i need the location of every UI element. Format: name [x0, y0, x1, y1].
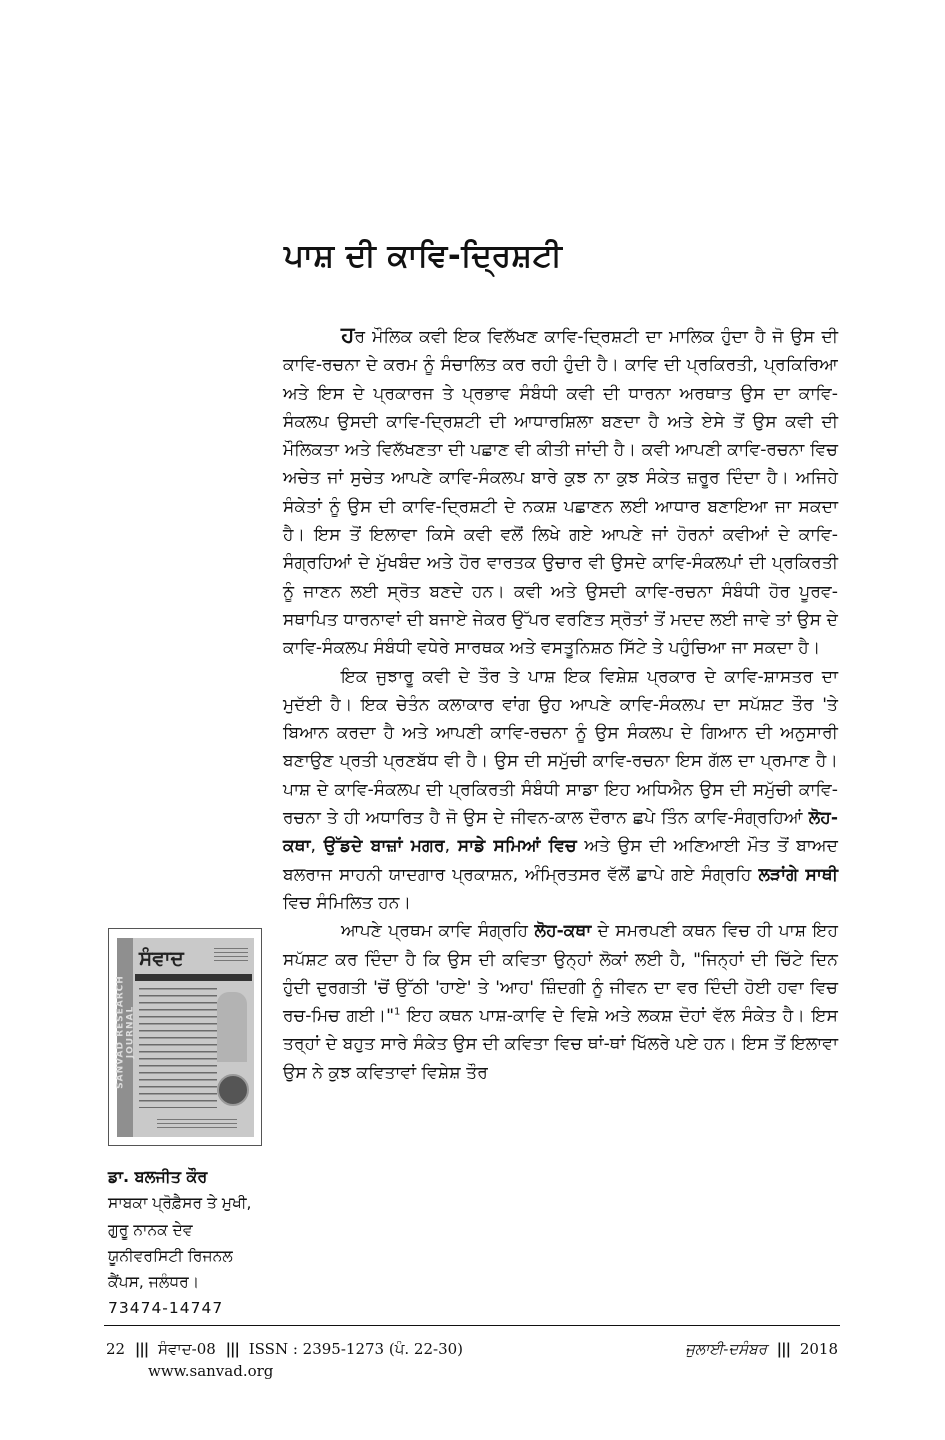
author-affiliation-2: ਗੁਰੂ ਨਾਨਕ ਦੇਵ — [108, 1220, 193, 1239]
cover-contents-list — [139, 988, 217, 1108]
paragraph-1-text: ਰ ਮੌਲਿਕ ਕਵੀ ਇਕ ਵਿਲੱਖਣ ਕਾਵਿ-ਦ੍ਰਿਸ਼ਟੀ ਦਾ ਮਾਲਿਕ ਹੁੰਦਾ ਹੈ ਜੋ ਉਸ ਦੀ ਕਾਵਿ-ਰਚਨਾ ਦੇ ਕਰਮ ਨੂੰ ਸੰਚਾਲਿਤ ਕਰ ਰਹੀ ਹੁੰਦੀ ਹੈ। ਕਾਵਿ ਦੀ ਪ੍ਰਕਿਰਤੀ, ਪ੍ਰਕਿਰਿਆ ਅਤੇ ਇਸ ਦੇ ਪ੍ਰਕਾਰਜ ਤੇ ਪ੍ਰਭਾਵ ਸੰਬੰਧੀ ਕਵੀ ਦੀ ਧਾਰਨਾ ਅਰਥਾਤ ਉਸ ਦਾ ਕਾਵਿ-ਸੰਕਲਪ ਉਸਦੀ ਕਾਵਿ-ਦ੍ਰਿਸ਼ਟੀ ਦੀ ਆਧਾਰਸ਼ਿਲਾ ਬਣਦਾ ਹੈ ਅਤੇ ਏਸੇ ਤੋਂ ਉਸ ਕਵੀ ਦੀ ਮੌਲਿਕਤਾ ਅਤੇ ਵਿਲੱਖਣਤਾ ਦੀ ਪਛਾਣ ਵੀ ਕੀਤੀ ਜਾਂਦੀ ਹੈ। ਕਵੀ ਆਪਣੀ ਕਾਵਿ-ਰਚਨਾ ਵਿਚ ਅਚੇਤ ਜਾਂ ਸੁਚੇਤ ਆਪਣੇ ਕਾਵਿ-ਸੰਕਲਪ ਬਾਰੇ ਕੁਝ ਨਾ ਕੁਝ ਸੰਕੇਤ ਜ਼ਰੂਰ ਦਿੰਦਾ ਹੈ। ਅਜਿਹੇ ਸੰਕੇਤਾਂ ਨੂੰ ਉਸ ਦੀ ਕਾਵਿ-ਦ੍ਰਿਸ਼ਟੀ ਦੇ ਨਕਸ਼ ਪਛਾਣਨ ਲਈ ਆਧਾਰ ਬਣਾਇਆ ਜਾ ਸਕਦਾ ਹੈ। ਇਸ ਤੋਂ ਇਲਾਵਾ ਕਿਸੇ ਕਵੀ ਵਲੋਂ ਲਿਖੇ ਗਏ ਆਪਣੇ ਜਾਂ ਹੋਰਨਾਂ ਕਵੀਆਂ ਦੇ ਕਾਵਿ-ਸੰਗ੍ਰਹਿਆਂ ਦੇ ਮੁੱਖਬੰਦ ਅਤੇ ਹੋਰ ਵਾਰਤਕ ਉਚਾਰ ਵੀ ਉਸਦੇ ਕਾਵਿ-ਸੰਕਲਪਾਂ ਦੀ ਪ੍ਰਕਿਰਤੀ ਨੂੰ ਜਾਣਨ ਲਈ ਸ੍ਰੋਤ ਬਣਦੇ ਹਨ। ਕਵੀ ਅਤੇ ਉਸਦੀ ਕਾਵਿ-ਰਚਨਾ ਸੰਬੰਧੀ ਹੋਰ ਪੂਰਵ-ਸਥਾਪਿਤ ਧਾਰਨਾਵਾਂ ਦੀ ਬਜਾਏ ਜੇਕਰ ਉੱਪਰ ਵਰਣਿਤ ਸ੍ਰੋਤਾਂ ਤੋਂ ਮਦਦ ਲਈ ਜਾਵੇ ਤਾਂ ਉਸ ਦੇ ਕਾਵਿ-ਸੰਕਲਪ ਸੰਬੰਧੀ ਵਧੇਰੇ ਸਾਰਥਕ ਅਤੇ ਵਸਤੂਨਿਸ਼ਠ ਸਿੱਟੇ ਤੇ ਪਹੁੰਚਿਆ ਜਾ ਸਕਦਾ ਹੈ। — [283, 327, 838, 659]
book-title-larange-sathi: ਲੜਾਂਗੇ ਸਾਥੀ — [758, 864, 838, 885]
paragraph-3-text-c: ਇਹ ਕਥਨ ਪਾਸ਼-ਕਾਵਿ ਦੇ ਵਿਸ਼ੇ ਅਤੇ ਲਕਸ਼ ਦੋਹਾਂ ਵੱਲ ਸੰਕੇਤ ਹੈ। ਇਸ ਤਰ੍ਹਾਂ ਦੇ ਬਹੁਤ ਸਾਰੇ ਸੰਕੇਤ ਉਸ ਦੀ ਕਵਿਤਾ ਵਿਚ ਥਾਂ-ਥਾਂ ਖਿੱਲਰੇ ਪਏ ਹਨ। ਇਸ ਤੋਂ ਇਲਾਵਾ ਉਸ ਨੇ ਕੁਝ ਕਵਿਤਾਵਾਂ ਵਿਸ਼ੇਸ਼ ਤੌਰ — [283, 1006, 838, 1083]
paragraph-2-sep-2: , — [444, 836, 458, 857]
cover-spine — [115, 938, 136, 1137]
author-name: ਡਾ. ਬਲਜੀਤ ਕੌਰ — [108, 1167, 208, 1186]
author-affiliation-4: ਕੈਂਪਸ, ਜਲੰਧਰ। — [108, 1273, 200, 1292]
journal-issue: ਸੰਵਾਦ-08 — [158, 1340, 216, 1358]
issn: ISSN : 2395-1273 (ਪੰ. 22-30) — [248, 1340, 464, 1358]
footer-right — [685, 1340, 838, 1358]
paragraph-2-text-b: ਅਤੇ ਉਸ ਦੀ ਅਣਿਆਈ ਮੌਤ ਤੋਂ ਬਾਅਦ ਬਲਰਾਜ ਸਾਹਨੀ ਯਾਦਗਾਰ ਪ੍ਰਕਾਸ਼ਨ, ਅੰਮ੍ਰਿਤਸਰ ਵੱਲੋਂ ਛਾਪੇ ਗਏ ਸੰਗ੍ਰਹਿ — [283, 836, 838, 885]
paragraph-3-text-b: ਦੇ ਸਮਰਪਣੀ ਕਥਨ ਵਿਚ ਹੀ ਪਾਸ਼ ਇਹ ਸਪੱਸ਼ਟ ਕਰ ਦਿੰਦਾ ਹੈ ਕਿ ਉਸ ਦੀ ਕਵਿਤਾ ਉਨ੍ਹਾਂ ਲੋਕਾਂ ਲਈ ਹੈ, "ਜਿਨ੍ਹਾਂ ਦੀ ਚਿੱਟੇ ਦਿਨ ਹੁੰਦੀ ਦੁਰਗਤੀ 'ਚੋਂ ਉੱਠੀ 'ਹਾਏ' ਤੇ 'ਆਹ' ਜ਼ਿੰਦਗੀ ਨੂੰ ਜੀਵਨ ਦਾ ਵਰ ਦਿੰਦੀ ਹੋਈ ਹਵਾ ਵਿਚ ਰਚ-ਮਿਚ ਗਈ।" — [283, 921, 838, 1027]
paragraph-3-text-a: ਆਪਣੇ ਪ੍ਰਥਮ ਕਾਵਿ ਸੰਗ੍ਰਹਿ — [341, 921, 535, 942]
issue-months: ਜੁਲਾਈ-ਦਸੰਬਰ — [685, 1340, 767, 1358]
footer-rule — [104, 1325, 840, 1326]
footnote-marker: 1 — [394, 1006, 401, 1018]
paragraph-2-text-a: ਇਕ ਜੁਝਾਰੂ ਕਵੀ ਦੇ ਤੌਰ ਤੇ ਪਾਸ਼ ਇਕ ਵਿਸ਼ੇਸ਼ ਪ੍ਰਕਾਰ ਦੇ ਕਾਵਿ-ਸ਼ਾਸਤਰ ਦਾ ਮੁਦੱਈ ਹੈ। ਇਕ ਚੇਤੰਨ ਕਲਾਕਾਰ ਵਾਂਗ ਉਹ ਆਪਣੇ ਕਾਵਿ-ਸੰਕਲਪ ਦਾ ਸਪੱਸ਼ਟ ਤੌਰ 'ਤੇ ਬਿਆਨ ਕਰਦਾ ਹੈ ਅਤੇ ਆਪਣੀ ਕਾਵਿ-ਰਚਨਾ ਨੂੰ ਉਸ ਸੰਕਲਪ ਦੇ ਗਿਆਨ ਦੀ ਅਨੁਸਾਰੀ ਬਣਾਉਣ ਪ੍ਰਤੀ ਪ੍ਰਣਬੱਧ ਵੀ ਹੈ। ਉਸ ਦੀ ਸਮੁੱਚੀ ਕਾਵਿ-ਰਚਨਾ ਇਸ ਗੱਲ ਦਾ ਪ੍ਰਮਾਣ ਹੈ। ਪਾਸ਼ ਦੇ ਕਾਵਿ-ਸੰਕਲਪ ਦੀ ਪ੍ਰਕਿਰਤੀ ਸੰਬੰਧੀ ਸਾਡਾ ਇਹ ਅਧਿਐਨ ਉਸ ਦੀ ਸਮੁੱਚੀ ਕਾਵਿ-ਰਚਨਾ ਤੇ ਹੀ ਅਧਾਰਿਤ ਹੈ ਜੋ ਉਸ ਦੇ ਜੀਵਨ-ਕਾਲ ਦੌਰਾਨ ਛਪੇ ਤਿੰਨ ਕਾਵਿ-ਸੰਗ੍ਰਹਿਆਂ — [283, 666, 838, 829]
footer-left — [106, 1340, 463, 1358]
footer-separator: ||| — [225, 1340, 239, 1358]
journal-url[interactable]: www.sanvad.org — [148, 1362, 274, 1380]
cover-spine-text: SANVAD RESEARCH JOURNAL — [115, 975, 136, 1089]
footer-separator: ||| — [776, 1340, 791, 1358]
cover-logo: ਸੰਵਾਦ — [139, 946, 184, 970]
book-title-sade-samian: ਸਾਡੇ ਸਮਿਆਂ ਵਿਚ — [457, 836, 577, 857]
paragraph-1 — [283, 322, 838, 663]
author-phone: 73474-14747 — [108, 1299, 224, 1318]
book-title-loh-katha: ਲੋਹ-ਕਥਾ — [283, 808, 838, 857]
author-affiliation-3: ਯੂਨੀਵਰਸਿਟੀ ਰਿਜਨਲ — [108, 1246, 233, 1265]
cover-building-picture — [217, 992, 247, 1062]
journal-cover-image — [108, 928, 262, 1146]
paragraph-2-text-c: ਵਿਚ ਸੰਮਿਲਿਤ ਹਨ। — [283, 892, 412, 913]
paragraph-2-sep-1: , — [310, 836, 324, 857]
book-title-loh-katha-2: ਲੋਹ-ਕਥਾ — [534, 921, 592, 942]
cover-seal-icon — [217, 1074, 249, 1106]
page-number: 22 — [106, 1340, 126, 1358]
paragraph-2 — [283, 663, 838, 918]
author-affiliation-1: ਸਾਬਕਾ ਪ੍ਰੋਫ਼ੈਸਰ ਤੇ ਮੁਖੀ, — [108, 1194, 252, 1213]
cover-publisher — [157, 1119, 237, 1129]
author-block — [108, 1164, 278, 1322]
article-title: ਪਾਸ਼ ਦੀ ਕਾਵਿ-ਦ੍ਰਿਸ਼ਟੀ — [284, 238, 563, 274]
issue-year: 2018 — [799, 1340, 838, 1358]
book-title-uddde-bazan: ਉੱਡਦੇ ਬਾਜ਼ਾਂ ਮਗਰ — [323, 836, 445, 857]
cover-art — [117, 938, 254, 1137]
footer-separator: ||| — [134, 1340, 149, 1358]
cover-band — [135, 974, 252, 981]
drop-cap: ਹ — [341, 323, 355, 348]
article-body — [283, 322, 838, 1087]
paragraph-3 — [283, 917, 838, 1087]
cover-issue-info — [214, 948, 248, 964]
